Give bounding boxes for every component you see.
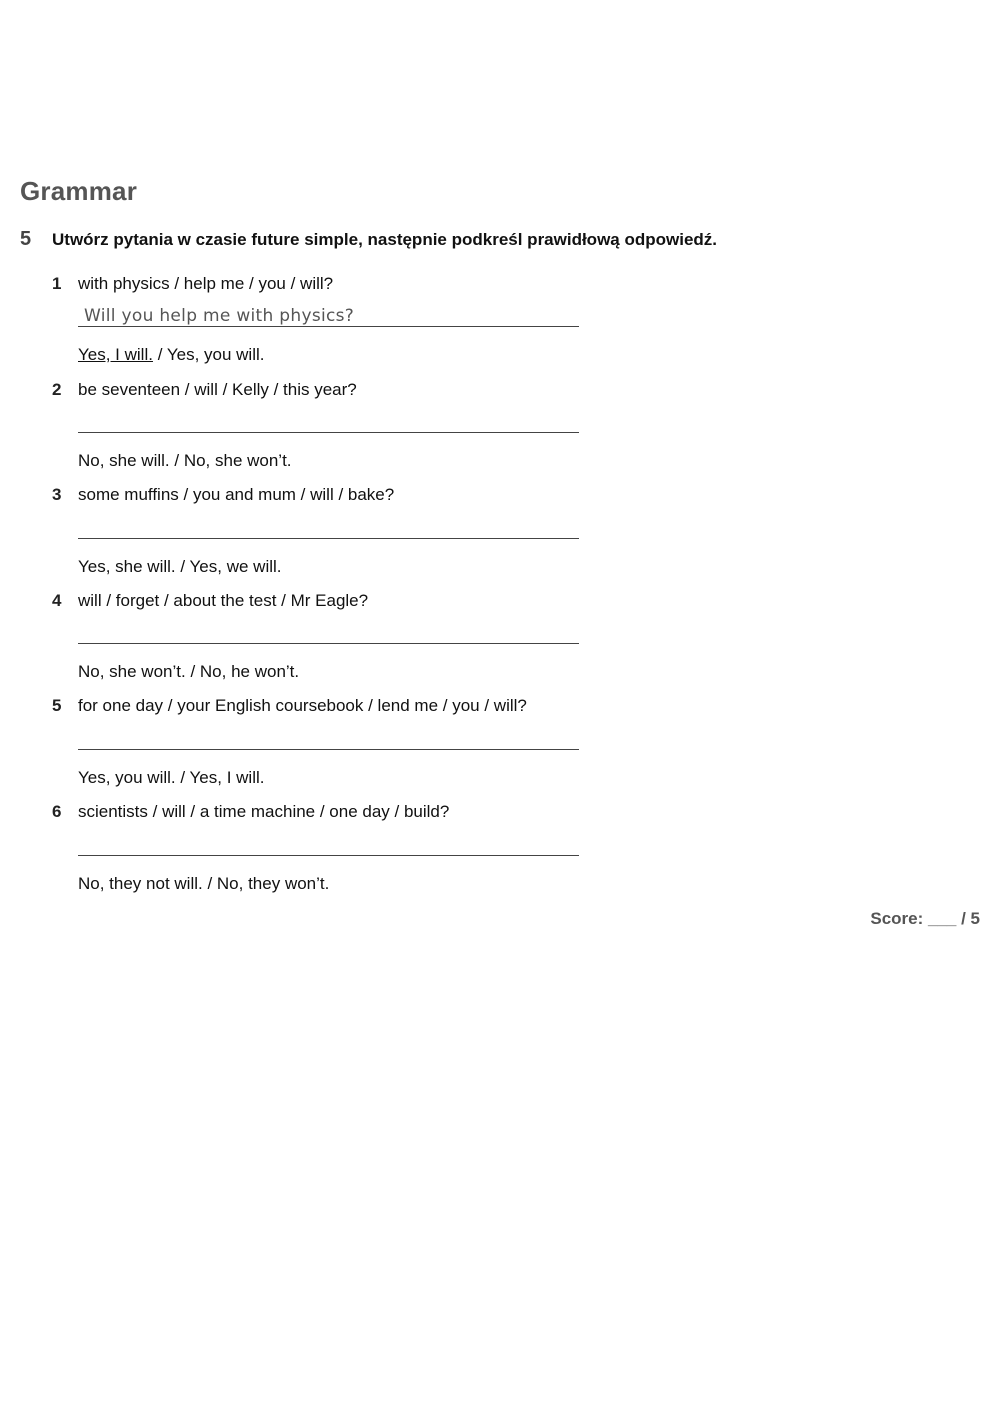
option-a[interactable]: Yes, she will. [78, 557, 176, 576]
answer-line[interactable] [78, 643, 579, 644]
answer-options [78, 662, 299, 682]
item-prompt: for one day / your English coursebook / lend me / you / will? [78, 696, 527, 715]
answer-line[interactable] [78, 432, 579, 433]
option-a[interactable]: No, she will. [78, 451, 170, 470]
section-title: Grammar [20, 176, 138, 206]
item-prompt: will / forget / about the test / Mr Eagle? [78, 591, 369, 610]
option-separator: / [169, 451, 184, 470]
answer-line[interactable] [78, 855, 579, 856]
item-prompt: some muffins / you and mum / will / bake? [78, 485, 395, 504]
option-b[interactable]: Yes, I will. [189, 768, 265, 787]
option-separator: / [185, 662, 200, 681]
answer-options [78, 345, 265, 365]
option-b[interactable]: Yes, we will. [189, 557, 282, 576]
option-a[interactable]: Yes, you will. [78, 768, 176, 787]
option-a[interactable]: Yes, I will. [78, 345, 153, 364]
option-a[interactable]: No, they not will. [78, 874, 203, 893]
answer-options [78, 557, 282, 577]
item-number: 3 [52, 485, 62, 504]
option-b[interactable]: No, they won’t. [216, 874, 330, 893]
item-number: 2 [52, 380, 62, 399]
answer-line[interactable] [78, 749, 579, 750]
example-answer: Will you help me with physics? [84, 306, 355, 326]
item-number: 4 [52, 591, 62, 610]
option-b[interactable]: Yes, you will. [166, 345, 265, 364]
item-number: 5 [52, 696, 62, 715]
option-a[interactable]: No, she won’t. [78, 662, 186, 681]
option-b[interactable]: No, she won’t. [183, 451, 292, 470]
exercise-instruction: Utwórz pytania w czasie future simple, następnie podkreśl prawidłową odpowiedź. [52, 230, 718, 249]
item-prompt: be seventeen / will / Kelly / this year? [78, 380, 357, 399]
exercise-number: 5 [20, 228, 32, 250]
option-separator: / [175, 768, 190, 787]
answer-options [78, 451, 292, 471]
item-prompt: scientists / will / a time machine / one day / build? [78, 802, 450, 821]
option-b[interactable]: No, he won’t. [199, 662, 300, 681]
item-number: 6 [52, 802, 62, 821]
option-separator: / [202, 874, 217, 893]
answer-line[interactable] [78, 326, 579, 327]
answer-options [78, 768, 265, 788]
answer-options [78, 874, 329, 894]
score-label: Score: ___ / 5 [870, 909, 980, 928]
option-separator: / [175, 557, 190, 576]
item-prompt: with physics / help me / you / will? [78, 274, 334, 293]
answer-line[interactable] [78, 538, 579, 539]
option-separator: / [152, 345, 167, 364]
item-number: 1 [52, 274, 62, 293]
